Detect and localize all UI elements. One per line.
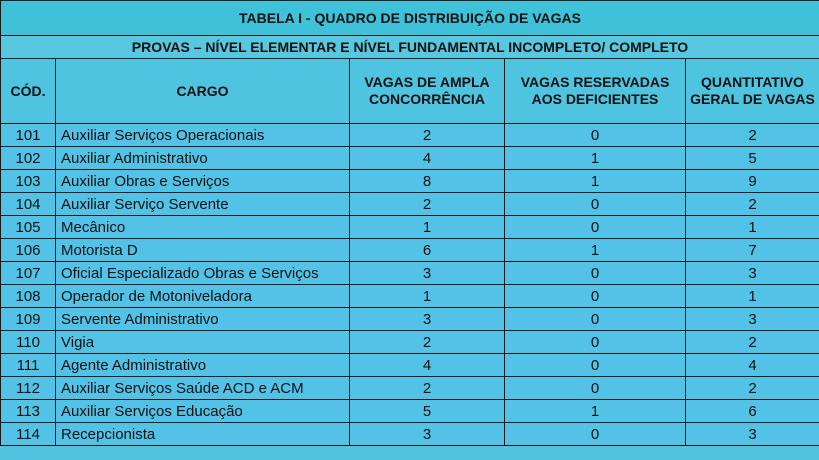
cell-geral: 5 [686,147,819,170]
cell-ampla: 8 [350,170,505,193]
cell-ampla: 4 [350,354,505,377]
table-row [1,285,819,308]
cell-deficientes: 0 [505,331,686,354]
table-row [1,377,819,400]
cell-cod: 114 [1,423,56,446]
table-row [1,423,819,446]
cell-geral: 7 [686,239,819,262]
cell-geral: 2 [686,124,819,147]
cell-deficientes: 1 [505,239,686,262]
cell-cargo: Auxiliar Administrativo [56,147,350,170]
cell-geral: 9 [686,170,819,193]
cell-ampla: 6 [350,239,505,262]
cell-ampla: 3 [350,423,505,446]
table-subtitle: PROVAS – NÍVEL ELEMENTAR E NÍVEL FUNDAMENTAL INCOMPLETO/ COMPLETO [1,36,819,59]
table-row [1,170,819,193]
cell-geral: 3 [686,262,819,285]
table-row [1,193,819,216]
cell-cod: 106 [1,239,56,262]
cell-deficientes: 0 [505,285,686,308]
table-row [1,124,819,147]
cell-cod: 104 [1,193,56,216]
cell-cargo: Auxiliar Serviços Saúde ACD e ACM [56,377,350,400]
cell-cod: 108 [1,285,56,308]
cell-ampla: 5 [350,400,505,423]
table-body [1,124,819,446]
cell-deficientes: 0 [505,354,686,377]
cell-ampla: 2 [350,377,505,400]
cell-cod: 109 [1,308,56,331]
cell-cod: 102 [1,147,56,170]
cell-geral: 3 [686,308,819,331]
cell-cargo: Mecânico [56,216,350,239]
cell-deficientes: 0 [505,308,686,331]
cell-deficientes: 0 [505,423,686,446]
table-row [1,262,819,285]
cell-cargo: Servente Administrativo [56,308,350,331]
cell-geral: 2 [686,377,819,400]
cell-geral: 3 [686,423,819,446]
cell-ampla: 1 [350,216,505,239]
cell-geral: 1 [686,285,819,308]
table-row [1,308,819,331]
cell-cod: 105 [1,216,56,239]
table-row [1,216,819,239]
cell-deficientes: 0 [505,124,686,147]
cell-deficientes: 0 [505,193,686,216]
cell-deficientes: 0 [505,262,686,285]
cell-geral: 1 [686,216,819,239]
table-row [1,354,819,377]
cell-cod: 107 [1,262,56,285]
cell-cod: 101 [1,124,56,147]
cell-cargo: Motorista D [56,239,350,262]
cell-ampla: 4 [350,147,505,170]
cell-cargo: Auxiliar Obras e Serviços [56,170,350,193]
cell-cargo: Agente Administrativo [56,354,350,377]
cell-ampla: 1 [350,285,505,308]
header-deficientes: VAGAS RESERVADAS AOS DEFICIENTES [505,59,686,124]
cell-deficientes: 0 [505,216,686,239]
cell-deficientes: 0 [505,377,686,400]
cell-ampla: 3 [350,262,505,285]
cell-cargo: Operador de Motoniveladora [56,285,350,308]
table-title: TABELA I - QUADRO DE DISTRIBUIÇÃO DE VAGAS [1,1,819,36]
cell-cargo: Auxiliar Serviços Operacionais [56,124,350,147]
cell-cod: 112 [1,377,56,400]
cell-ampla: 3 [350,308,505,331]
table-row [1,400,819,423]
cell-geral: 2 [686,193,819,216]
header-geral: QUANTITATIVO GERAL DE VAGAS [686,59,819,124]
cell-ampla: 2 [350,193,505,216]
header-cod: CÓD. [1,59,56,124]
cell-deficientes: 1 [505,170,686,193]
header-ampla: VAGAS DE AMPLA CONCORRÊNCIA [350,59,505,124]
cell-geral: 6 [686,400,819,423]
cell-geral: 2 [686,331,819,354]
cell-ampla: 2 [350,331,505,354]
cell-deficientes: 1 [505,147,686,170]
table-row [1,147,819,170]
cell-geral: 4 [686,354,819,377]
cell-cod: 113 [1,400,56,423]
cell-cargo: Oficial Especializado Obras e Serviços [56,262,350,285]
cell-deficientes: 1 [505,400,686,423]
cell-cod: 103 [1,170,56,193]
cell-ampla: 2 [350,124,505,147]
cell-cargo: Auxiliar Serviços Educação [56,400,350,423]
header-cargo: CARGO [56,59,350,124]
cell-cargo: Recepcionista [56,423,350,446]
table-row [1,331,819,354]
cell-cod: 110 [1,331,56,354]
cell-cargo: Vigia [56,331,350,354]
cell-cod: 111 [1,354,56,377]
table-row [1,239,819,262]
cell-cargo: Auxiliar Serviço Servente [56,193,350,216]
